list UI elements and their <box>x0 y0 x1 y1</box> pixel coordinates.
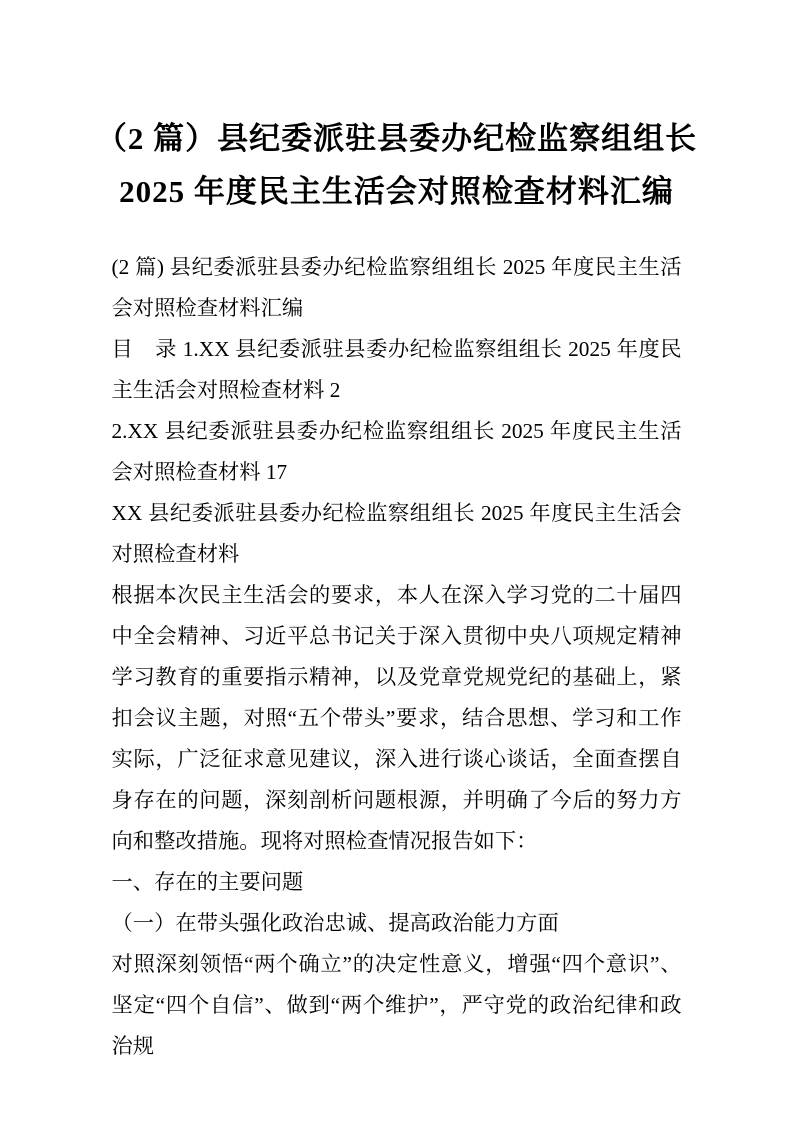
paragraph-body-truncated: 对照深刻领悟“两个确立”的决定性意义，增强“四个意识”、坚定“四个自信”、做到“两个维护”，严守党的政治纪律和政治规 <box>111 952 682 1058</box>
paragraph-toc-entry-1: 目 录 1.XX 县纪委派驻县委办纪检监察组组长 2025 年度民主生活会对照检查材料 2 <box>111 337 682 402</box>
document-title-line-1: （2 篇）县纪委派驻县委办纪检监察组组长 <box>95 121 698 156</box>
document-title-line-2: 2025 年度民主生活会对照检查材料汇编 <box>119 174 674 209</box>
section-heading-main-problems: 一、存在的主要问题 <box>111 870 304 894</box>
subsection-heading-political-loyalty: （一）在带头强化政治忠诚、提高政治能力方面 <box>111 911 559 935</box>
document-body <box>112 247 682 1067</box>
document-title <box>56 112 737 218</box>
paragraph-compilation-title: (2 篇) 县纪委派驻县委办纪检监察组组长 2025 年度民主生活会对照检查材料汇编 <box>111 255 682 320</box>
paragraph-toc-entry-2: 2.XX 县纪委派驻县委办纪检监察组组长 2025 年度民主生活会对照检查材料 17 <box>111 419 682 484</box>
paragraph-intro: 根据本次民主生活会的要求，本人在深入学习党的二十届四中全会精神、习近平总书记关于深入贯彻中央八项规定精神学习教育的重要指示精神，以及党章党规党纪的基础上，紧扣会议主题，对照“五个带头”要求，结合思想、学习和工作实际，广泛征求意见建议，深入进行谈心谈话，全面查摆自身存在的问题，深刻剖析问题根源，并明确了今后的努力方向和整改措施。现将对照检查情况报告如下： <box>111 583 682 853</box>
paragraph-article-title: XX 县纪委派驻县委办纪检监察组组长 2025 年度民主生活会对照检查材料 <box>111 501 682 566</box>
